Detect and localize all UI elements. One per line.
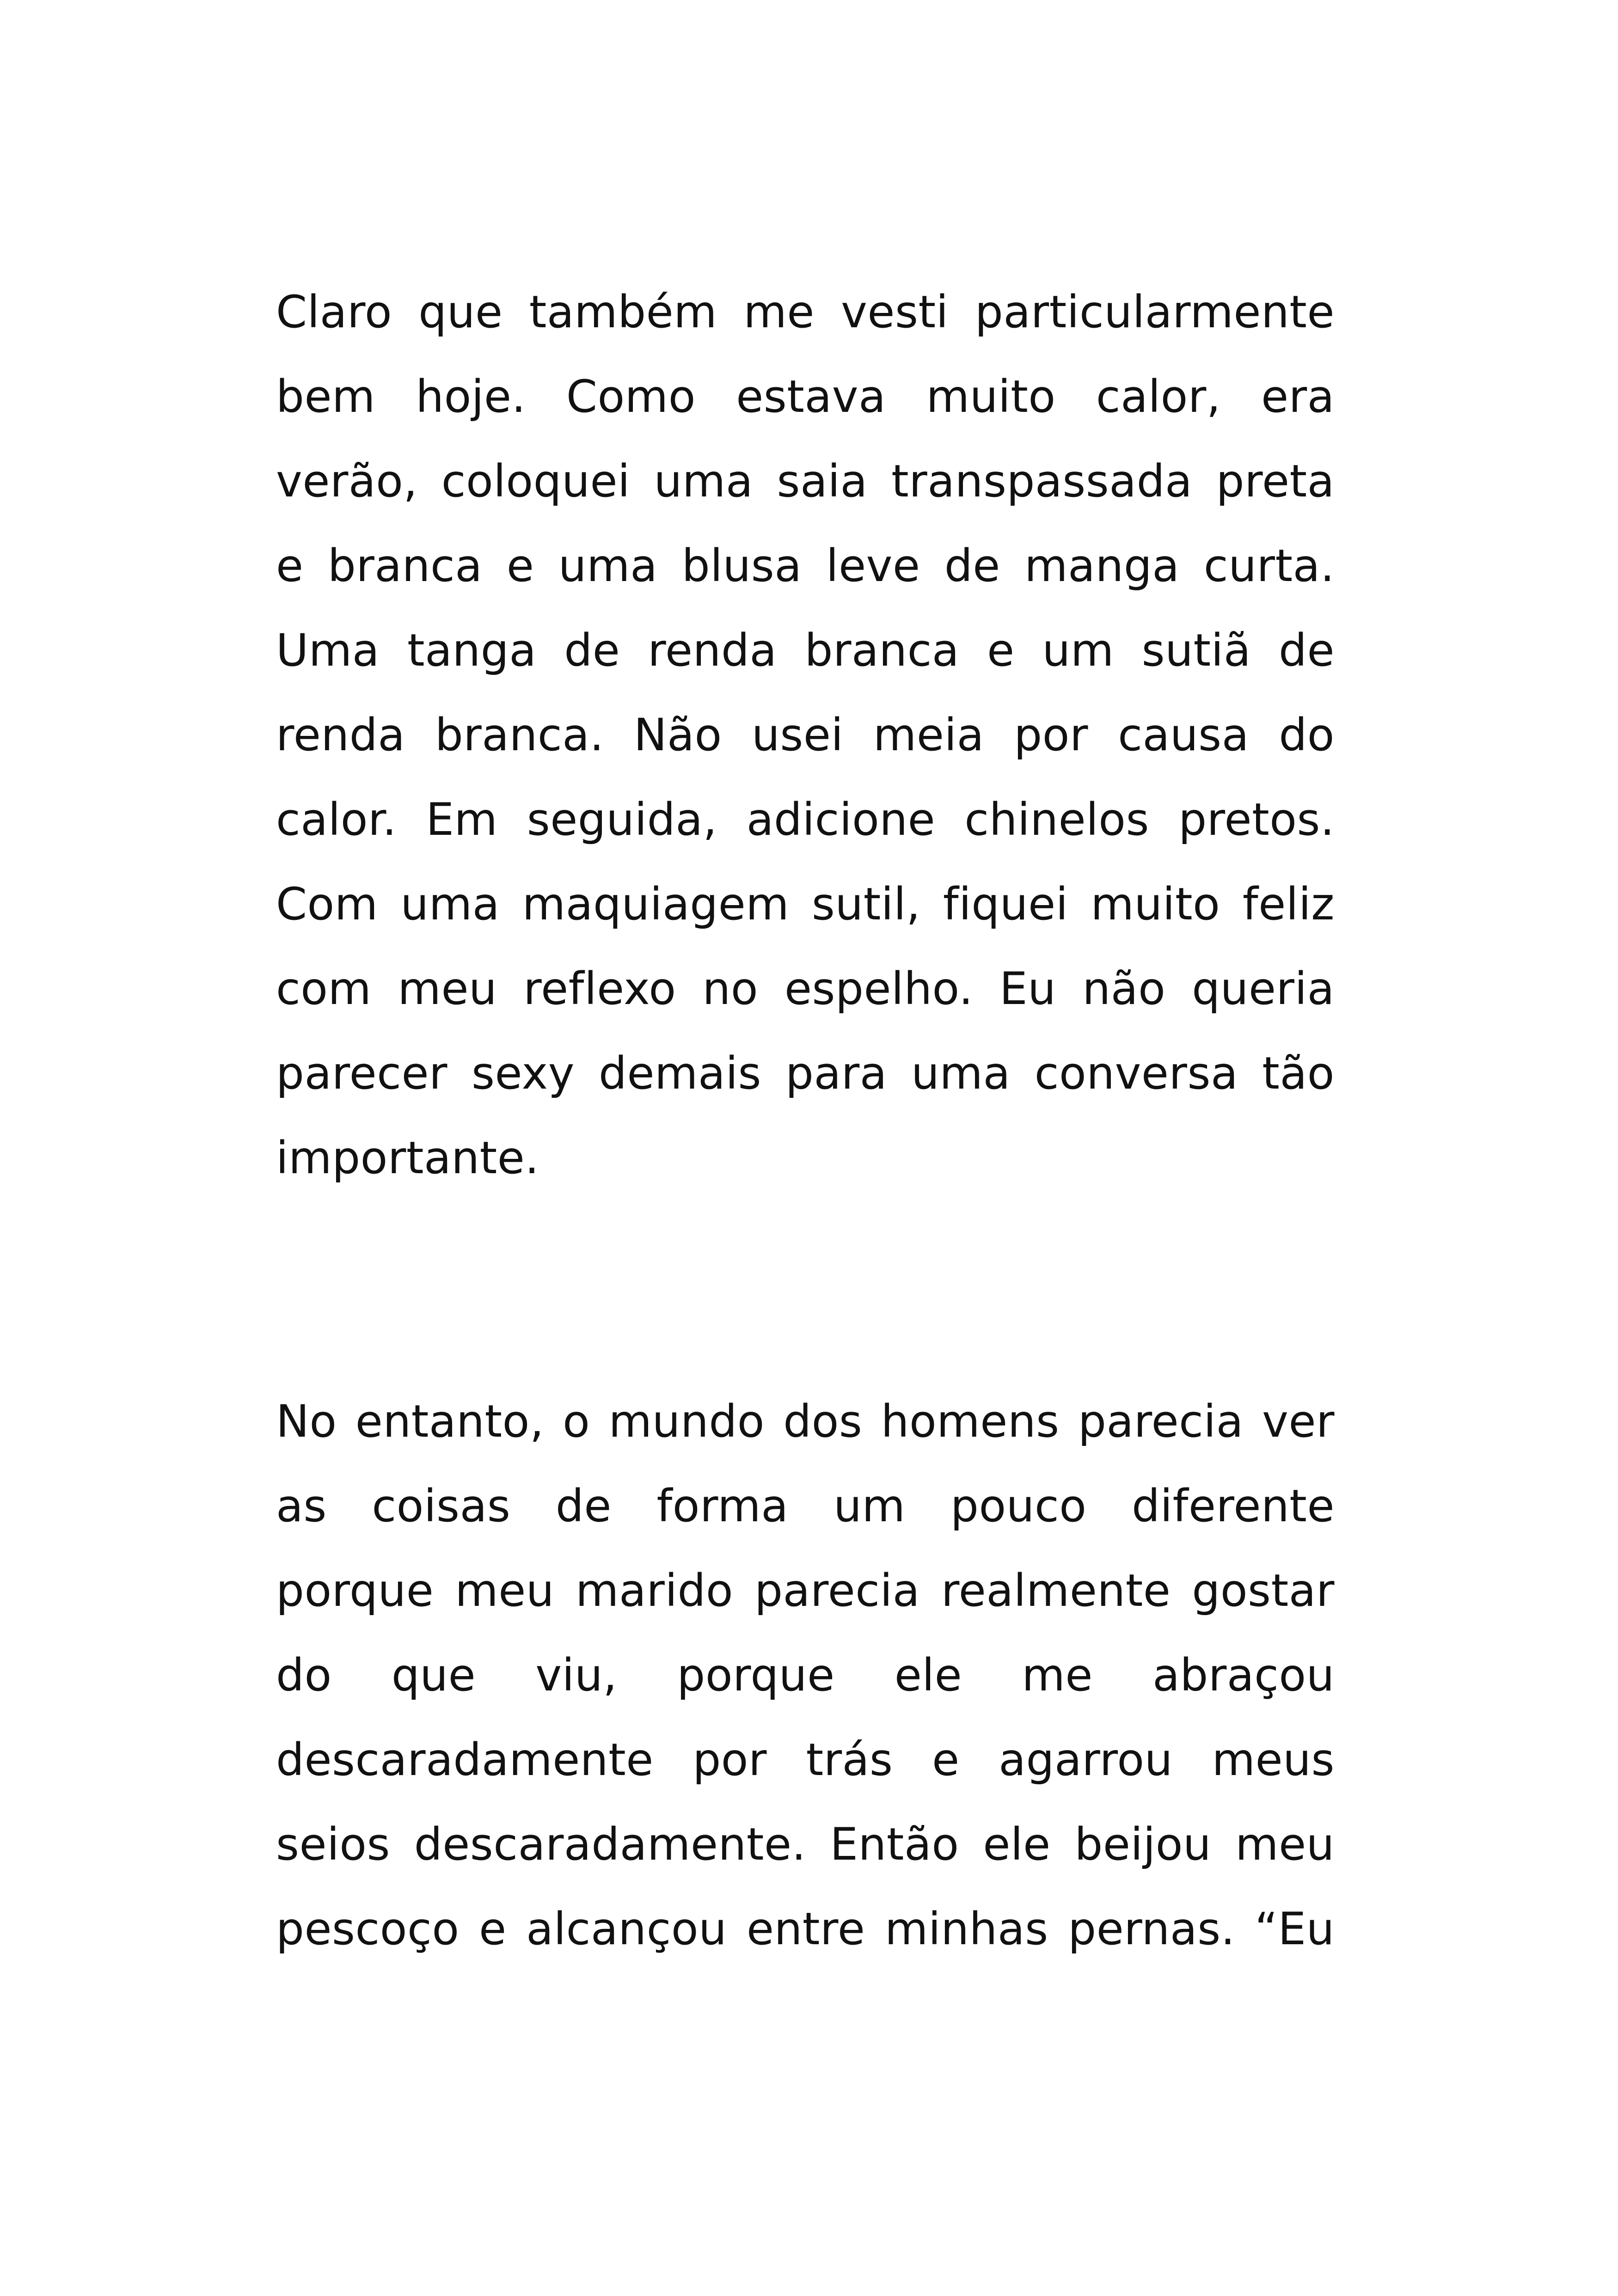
paragraph-2-line: porque meu marido parecia realmente gostar xyxy=(276,1565,1335,1616)
paragraph-1-line: Uma tanga de renda branca e um sutiã de xyxy=(276,625,1335,676)
paragraph-2 xyxy=(276,1379,1335,1971)
paragraph-1-line: Claro que também me vesti particularmente xyxy=(276,286,1335,338)
paragraph-2-line: pescoço e alcançou entre minhas pernas. “Eu xyxy=(276,1903,1335,1955)
paragraph-1-line: importante. xyxy=(276,1132,539,1184)
paragraph-1-line: verão, coloquei uma saia transpassada preta xyxy=(276,455,1335,507)
paragraph-1-line: bem hoje. Como estava muito calor, era xyxy=(276,371,1335,422)
paragraph-2-line: as coisas de forma um pouco diferente xyxy=(276,1480,1335,1532)
paragraph-2-line: No entanto, o mundo dos homens parecia ver xyxy=(276,1396,1335,1447)
paragraph-2-line: descaradamente por trás e agarrou meus xyxy=(276,1734,1335,1786)
paragraph-1-line: parecer sexy demais para uma conversa tão xyxy=(276,1047,1335,1099)
paragraph-2-line: seios descaradamente. Então ele beijou meu xyxy=(276,1818,1335,1870)
paragraph-1-line: Com uma maquiagem sutil, fiquei muito feliz xyxy=(276,878,1335,930)
paragraph-1-line: e branca e uma blusa leve de manga curta. xyxy=(276,540,1335,592)
paragraph-1 xyxy=(276,270,1335,1200)
paragraph-1-line: renda branca. Não usei meia por causa do xyxy=(276,709,1335,761)
paragraph-1-line: calor. Em seguida, adicione chinelos pretos. xyxy=(276,794,1335,845)
paragraph-2-line: do que viu, porque ele me abraçou xyxy=(276,1649,1335,1701)
paragraph-1-line: com meu reflexo no espelho. Eu não queria xyxy=(276,963,1335,1015)
